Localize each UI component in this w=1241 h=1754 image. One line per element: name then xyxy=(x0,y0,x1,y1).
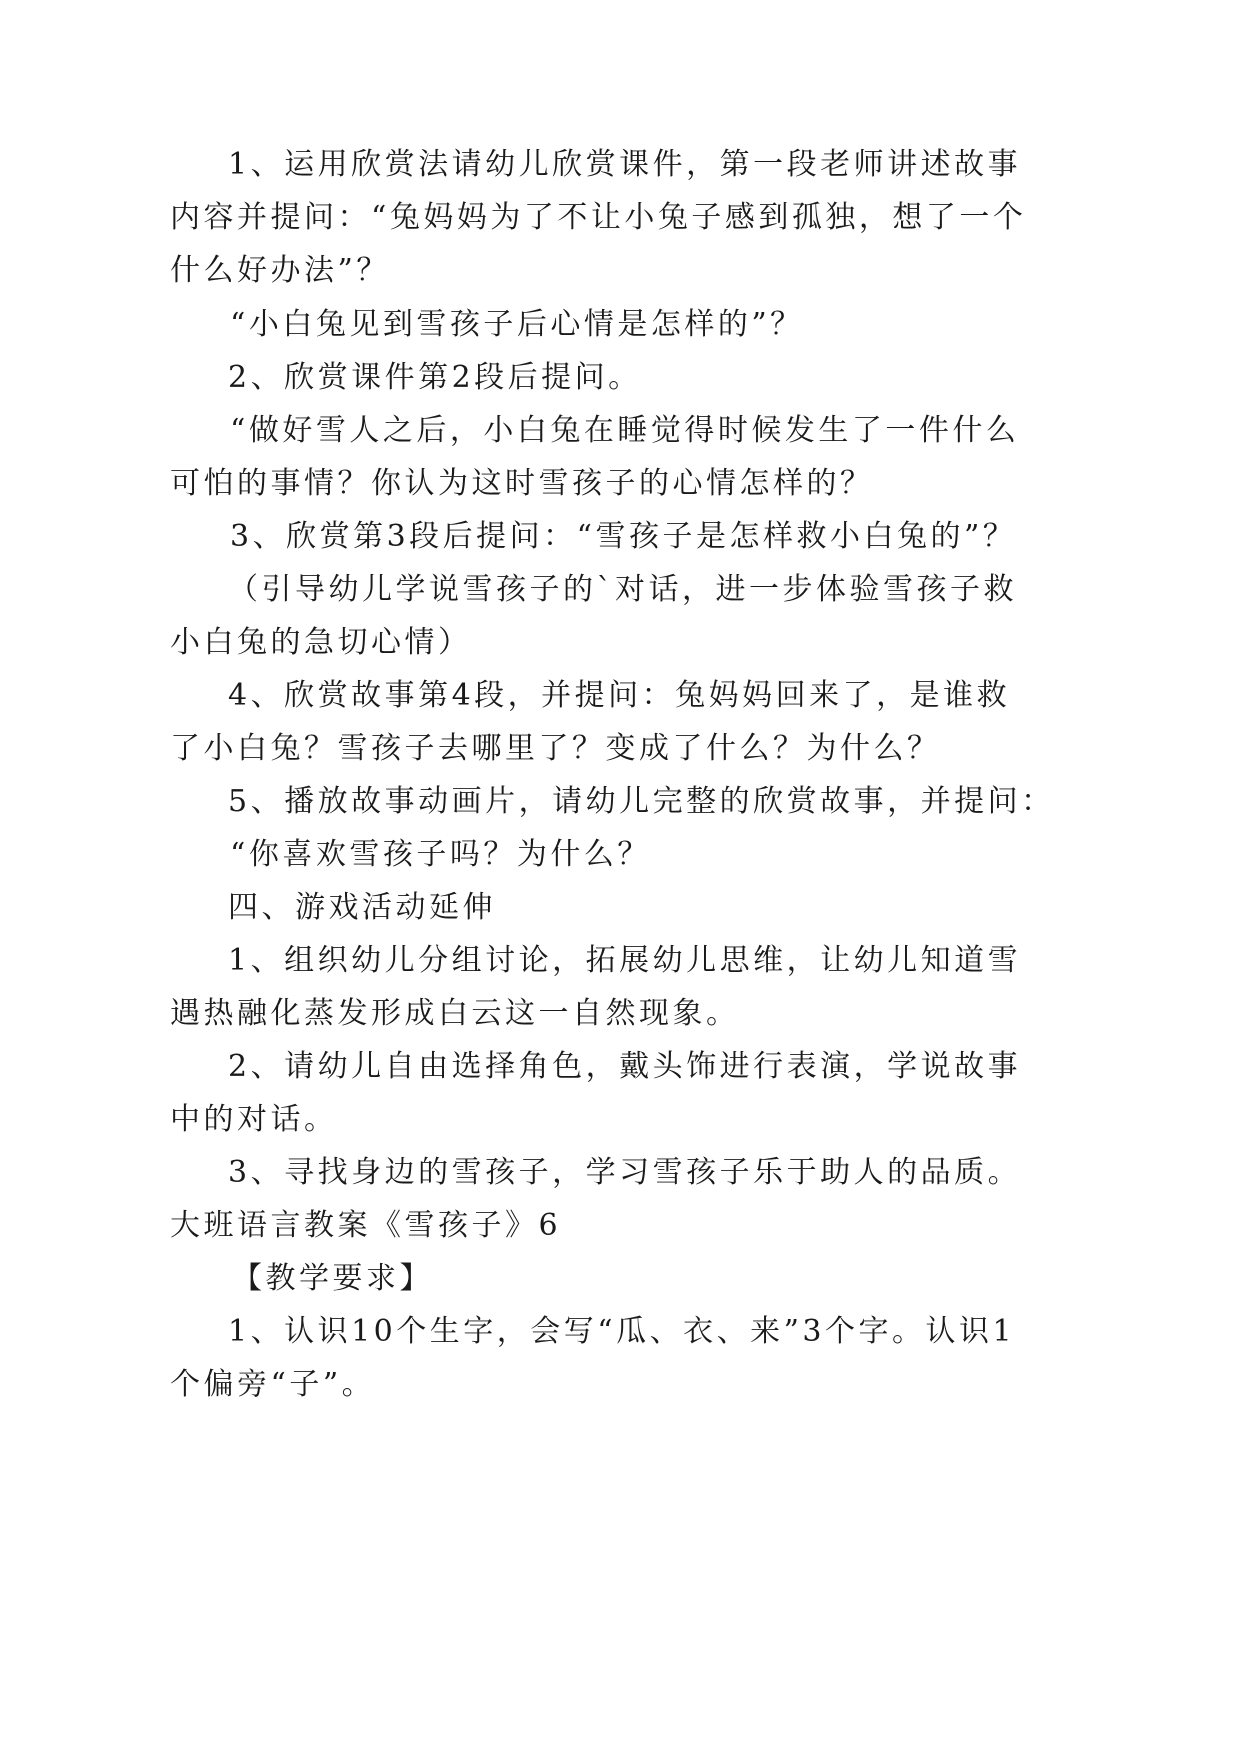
text-line: 什么好办法”？ xyxy=(170,253,390,288)
text-line: 3、欣赏第3段后提问：“雪孩子是怎样救小白兔的”？ xyxy=(230,519,1017,554)
text-line: 5、播放故事动画片，请幼儿完整的欣赏故事，并提问： xyxy=(228,784,1055,819)
text-line: 1、认识10个生字，会写“瓜、衣、来”3个字。认识1 xyxy=(228,1314,1016,1349)
text-line: 2、请幼儿自由选择角色，戴头饰进行表演，学说故事 xyxy=(228,1049,1022,1084)
text-line: 个偏旁“子”。 xyxy=(170,1367,376,1402)
text-line: 2、欣赏课件第2段后提问。 xyxy=(228,360,642,395)
section-title: 大班语言教案《雪孩子》6 xyxy=(170,1208,562,1243)
text-line: “做好雪人之后，小白兔在睡觉得时候发生了一件什么 xyxy=(230,413,1020,448)
text-line: “你喜欢雪孩子吗？为什么？ xyxy=(230,837,651,872)
text-line: 了小白兔？雪孩子去哪里了？变成了什么？为什么？ xyxy=(170,731,941,766)
text-line: 可怕的事情？你认为这时雪孩子的心情怎样的？ xyxy=(170,466,874,501)
subsection-title: 【教学要求】 xyxy=(232,1261,433,1296)
text-line: 内容并提问：“兔妈妈为了不让小兔子感到孤独，想了一个 xyxy=(170,200,1027,235)
text-line: 4、欣赏故事第4段，并提问：兔妈妈回来了，是谁救 xyxy=(228,678,1011,713)
text-line: 1、运用欣赏法请幼儿欣赏课件，第一段老师讲述故事 xyxy=(228,147,1022,182)
text-line: 遇热融化蒸发形成白云这一自然现象。 xyxy=(170,996,740,1031)
text-line: 四、游戏活动延伸 xyxy=(228,890,496,925)
text-line: 3、寻找身边的雪孩子，学习雪孩子乐于助人的品质。 xyxy=(228,1155,1022,1190)
text-line: 中的对话。 xyxy=(170,1102,338,1137)
text-line: 1、组织幼儿分组讨论，拓展幼儿思维，让幼儿知道雪 xyxy=(228,943,1022,978)
text-line: “小白兔见到雪孩子后心情是怎样的”？ xyxy=(230,307,804,342)
text-line: 小白兔的急切心情） xyxy=(170,625,472,660)
text-line: （引导幼儿学说雪孩子的`对话，进一步体验雪孩子救 xyxy=(228,572,1017,607)
